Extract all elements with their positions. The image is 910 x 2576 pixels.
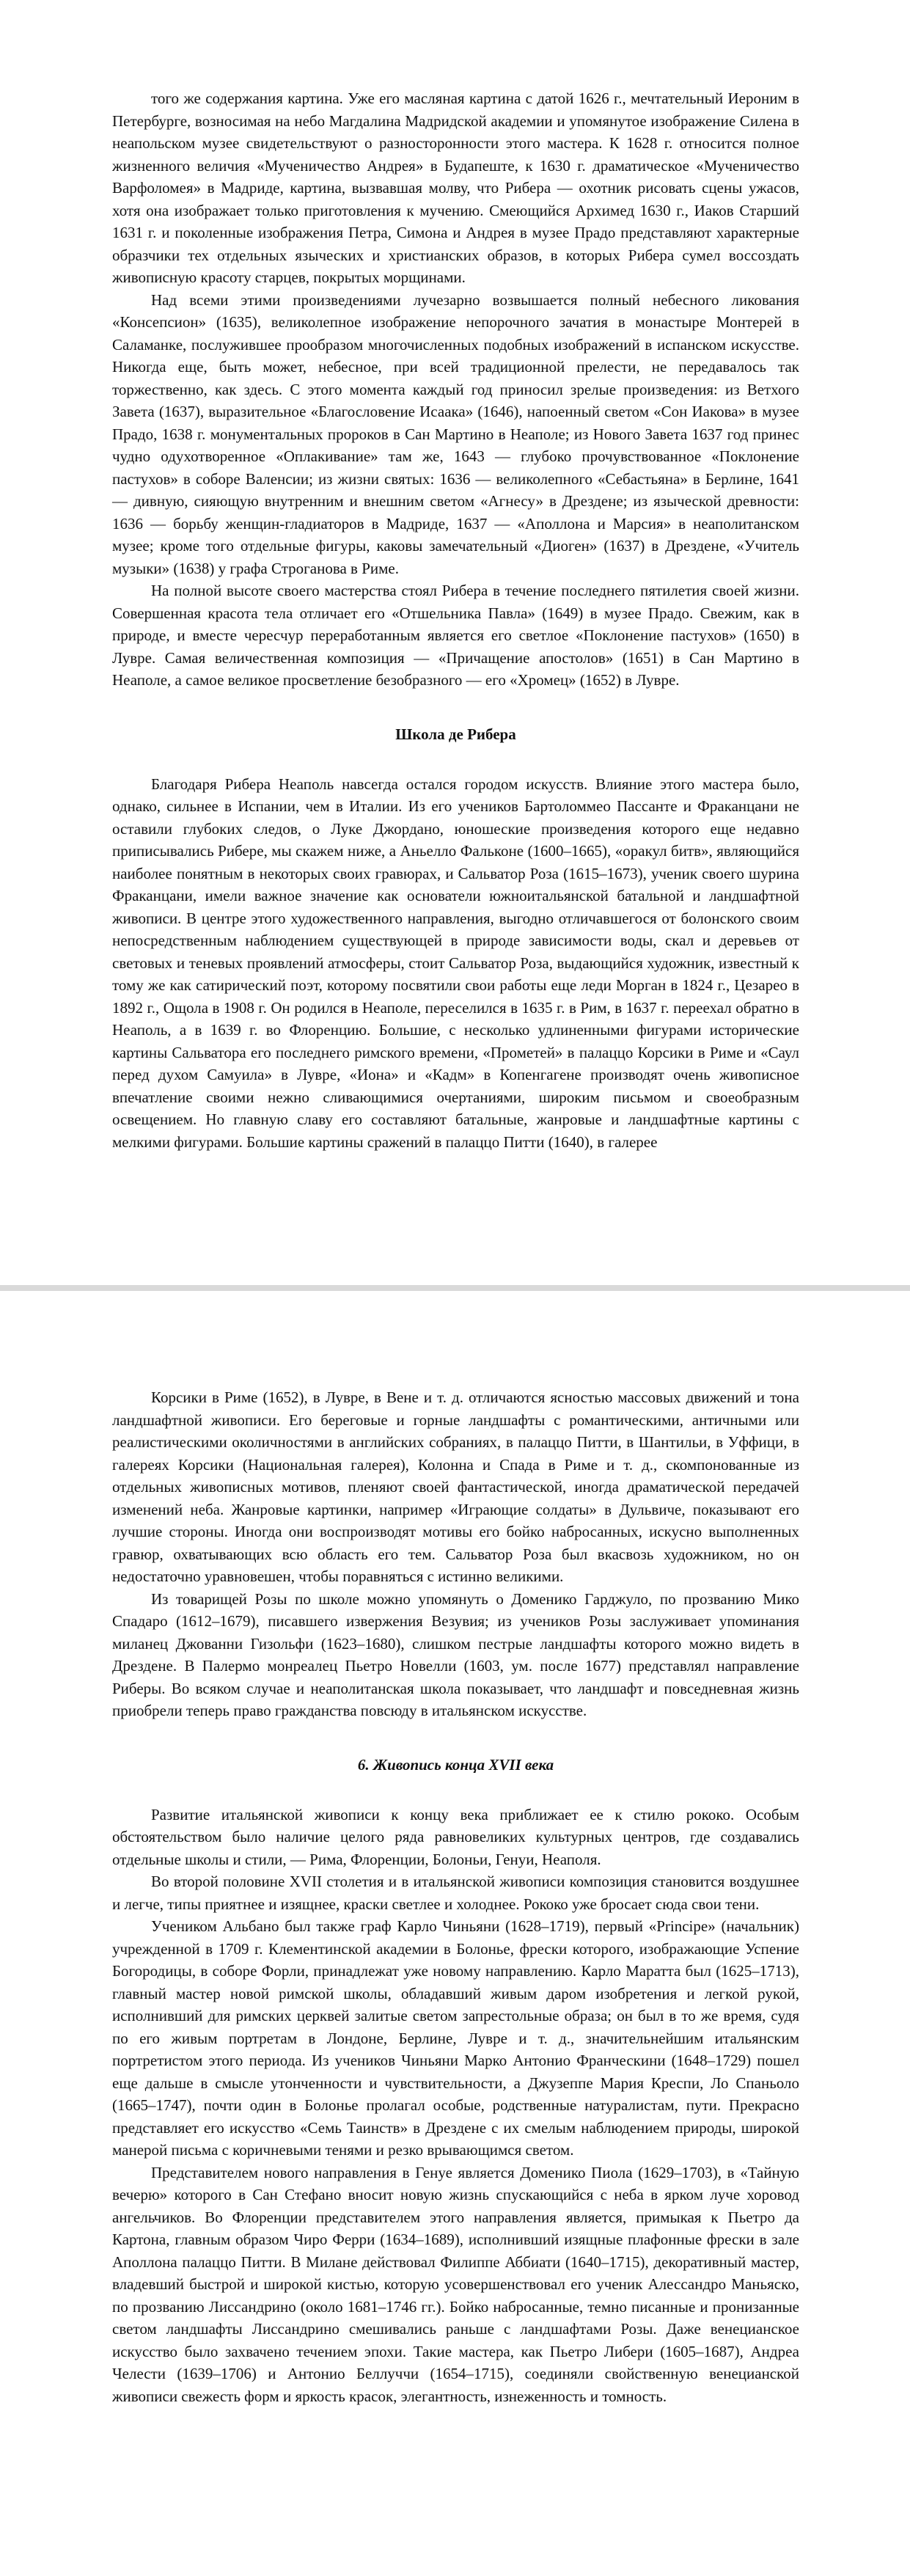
paragraph: Из товарищей Розы по школе можно упомянуть о Доменико Гарджуло, по прозванию Мико Спадаро (1612–1679), писавшего извержения Везувия; из учеников Розы заслуживает упоминания миланец Джованни Гизольфи (1623–1680), слишком пестрые ландшафты которого можно видеть в Дрездене. В Палермо монреалец Пьетро Новелли (1603, ум. после 1677) представлял направление Риберы. Во всяком случае и неаполитанская школа показывает, что ландшафт и повседневная жизнь приобрели теперь право гражданства повсюду в итальянском искусстве. [112,1589,799,1719]
paragraph: Над всеми этими произведениями лучезарно возвышается полный небесного ликования «Консепсион» (1635), великолепное изображение непорочного зачатия в монастыре Монтерей в Саламанке, послужившее прообразом многочисленных подобных изображений в испанском искусстве. Никогда еще, быть может, небесное, при всей традиционной прелести, не передавалось так торжественно, как здесь. С этого момента каждый год приносил зрелые произведения: из Ветхого Завета (1637), выразительное «Благословение Исаака» (1646), напоенный светом «Сон Иакова» в музее Прадо, 1638 г. монументальных пророков в Сан Мартино в Неаполе; из Нового Завета 1637 год принес чудно одухотворенное «Оплакивание» там же, 1643 — глубоко прочувствованное «Поклонение пастухов» в соборе Валенсии; из жизни святых: 1636 — великолепного «Себастьяна» в Берлине, 1641 — дивную, сияющую внутренним и внешним светом «Агнесу» в Дрездене; из языческой древности: 1636 — борьбу женщин-гладиаторов в Мадриде, 1637 — «Аполлона и Марсия» в неаполитанском музее; кроме того отдельные фигуры, каковы замечательный «Диоген» (1637) в Дрездене, «Учитель музыки» (1638) у графа Строганова в Риме. [112,290,799,577]
paragraph: того же содержания картина. Уже его масляная картина с датой 1626 г., мечтательный Иероним в Петербурге, возносимая на небо Магдалина Мадридской академии и упомянутое изображение Силена в неапольском музее свидетельствуют о разносторонности этого мастера. К 1628 г. относится полное жизненного величия «Мученичество Андрея» в Будапеште, к 1630 г. драматическое «Мученичество Варфоломея» в Мадриде, картина, вызвавшая молву, что Рибера — охотник рисовать сцены ужасов, хотя она изображает только приготовления к мучению. Смеющийся Архимед 1630 г., Иаков Старший 1631 г. и поколенные изображения Петра, Симона и Андрея в музее Прадо представляют характерные образчики тех отдельных языческих и христианских образов, в которых Рибера сумел воссоздать живописную красоту старцев, покрытых морщинами. [112,89,799,286]
page-separator [0,1285,910,1291]
paragraph: Развитие итальянской живописи к концу века приближает ее к стилю рококо. Особым обстоятельством было наличие целого ряда равновеликих культурных центров, где создавались отдельные школы и стили, — Рима, Флоренции, Болоньи, Генуи, Неаполя. [112,1805,799,1868]
paragraph: Учеником Альбано был также граф Карло Чиньяни (1628–1719), первый «Principe» (начальник) учрежденной в 1709 г. Клементинской академии в Болонье, фрески которого, изображающие Успение Богородицы, в соборе Форли, принадлежат уже новому направлению. Карло Маратта был (1625–1713), главный мастер новой римской школы, обладавший живым даром изобретения и легкой рукой, исполнивший для римских церквей залитые светом запрестольные образа; он был в то же время, судя по его живым портретам в Лондоне, Берлине, Лувре и т. д., значительнейшим итальянским портретистом этого периода. Из учеников Чиньяни Марко Антонио Франческини (1648–1729) пошел еще дальше в смысле утонченности и чувствительности, а Джузеппе Мария Креспи, Ло Спаньоло (1665–1747), почти один в Болонье пролагал особые, родственные натуралистам, пути. Прекрасно представляет его искусство «Семь Таинств» в Дрездене с их смелым наблюдением природы, широкой манерой письма с коричневыми тенями и резко врывающимся светом. [112,1917,799,2159]
paragraph: Представителем нового направления в Генуе является Доменико Пиола (1629–1703), в «Тайную вечерю» которого в Сан Стефано вносит новую жизнь спускающийся с неба в ярком луче хоровод ангельчиков. Во Флоренции представителем этого направления является, примыкая к Пьетро да Картона, главным образом Чиро Ферри (1634–1689), исполнивший изящные плафонные фрески в зале Аполлона палаццо Питти. В Милане действовал Филиппе Аббиати (1640–1715), декоративный мастер, владевший быстрой и широкой кистью, которую усовершенствовал его ученик Алессандро Маньяско, по прозванию Лиссандрино (около 1681–1746 гг.). Бойко набросанные, темно писанные и пронизанные светом ландшафты Лиссандрино смешивались раньше с ландшафтами Розы. Даже венецианское искусство было захвачено течением эпохи. Такие мастера, как Пьетро Либери (1605–1687), Андреа Челести (1639–1706) и Антонио Беллуччи (1654–1715), соединяли свойственную венецианской живописи свежесть форм и яркость красок, элегантность, изнеженность и томность. [112,2163,799,2405]
page-1-text [112,87,799,1153]
section-heading: 6. Живопись конца XVII века [357,1755,554,1774]
page-2-text [112,1386,799,2407]
paragraph: Во второй половине XVII столетия и в итальянской живописи композиция становится воздушнее и легче, типы приятнее и изящнее, краски светлее и холоднее. Рококо уже бросает сюда свои тени. [112,1873,799,1913]
paragraph: Корсики в Риме (1652), в Лувре, в Вене и т. д. отличаются ясностью массовых движений и тона ландшафтной живописи. Его береговые и горные ландшафты с романтическими, античными или реалистическими околичностями в английских собраниях, в палаццо Питти, в Шантильи, в Уффици, в галереях Корсики (Национальная галерея), Колонна и Спада в Риме и т. д., скомпонованные из отдельных живописных мотивов, пленяют своей фантастической, иногда драматической передачей изменений неба. Жанровые картинки, например «Играющие солдаты» в Дульвиче, показывают его лучшие стороны. Иногда они воспроизводят мотивы его бойко набросанных, искусно выполненных гравюр, охватывающих всю область его тем. Сальватор Роза был вкасвозь художником, но он недостаточно уравновешен, чтобы поравняться с истинно великими. [112,1388,799,1585]
paragraph: Благодаря Рибера Неаполь навсегда остался городом искусств. Влияние этого мастера было, однако, сильнее в Испании, чем в Италии. Из его учеников Бартоломмео Пассанте и Фраканцани не оставили глубоких следов, о Луке Джордано, юношеские произведения которого еще недавно приписывались Рибере, мы скажем ниже, а Аньелло Фальконе (1600–1665), «оракул битв», являющийся наиболее понятным в некоторых своих гравюрах, и Сальватор Роза (1615–1673), ученик своего шурина Фраканцани, имели важное значение как основатели южноитальянской батальной и ландшафтной живописи. В центре этого художественного направления, выгодно отличавшегося от болонского своим непосредственным наблюдением существующей в природе зависимости воды, скал и деревьев от световых и теневых проявлений атмосферы, стоит Сальватор Роза, выдающийся художник, известный к тому же как сатирический поэт, которому посвятили свои работы еще леди Морган в 1824 г., Цезарео в 1892 г., Ощола в 1908 г. Он родился в Неаполе, переселился в 1635 г. в Рим, в 1637 г. переехал обратно в Неаполь, а в 1639 г. во Флоренцию. Большие, с несколько удлиненными фигурами исторические картины Сальватора его последнего римского времени, «Прометей» в палаццо Корсики в Риме и «Саул перед духом Самуила» в Лувре, «Иона» и «Кадм» в Копенгагене производят очень живописное впечатление своими нежно сливающимися очертаниями, широким письмом и своеобразным освещением. Но главную славу его составляют батальные, жанровые и ландшафтные картины с мелкими фигурами. Большие картины сражений в палаццо Питти (1640), в галерее [112,775,799,1151]
section-heading: Школа де Рибера [395,725,516,743]
paragraph: На полной высоте своего мастерства стоял Рибера в течение последнего пятилетия своей жизни. Совершенная красота тела отличает его «Отшельника Павла» (1649) в музее Прадо. Свежим, как в природе, и вместе чересчур переработанным является его светлое «Поклонение пастухов» (1650) в Лувре. Самая величественная композиция — «Причащение апостолов» (1651) в Сан Мартино в Неаполе, а самое великое просветление безобразного — его «Хромец» (1652) в Лувре. [112,582,799,689]
page-1 [0,0,910,1285]
page-2 [0,1291,910,2576]
